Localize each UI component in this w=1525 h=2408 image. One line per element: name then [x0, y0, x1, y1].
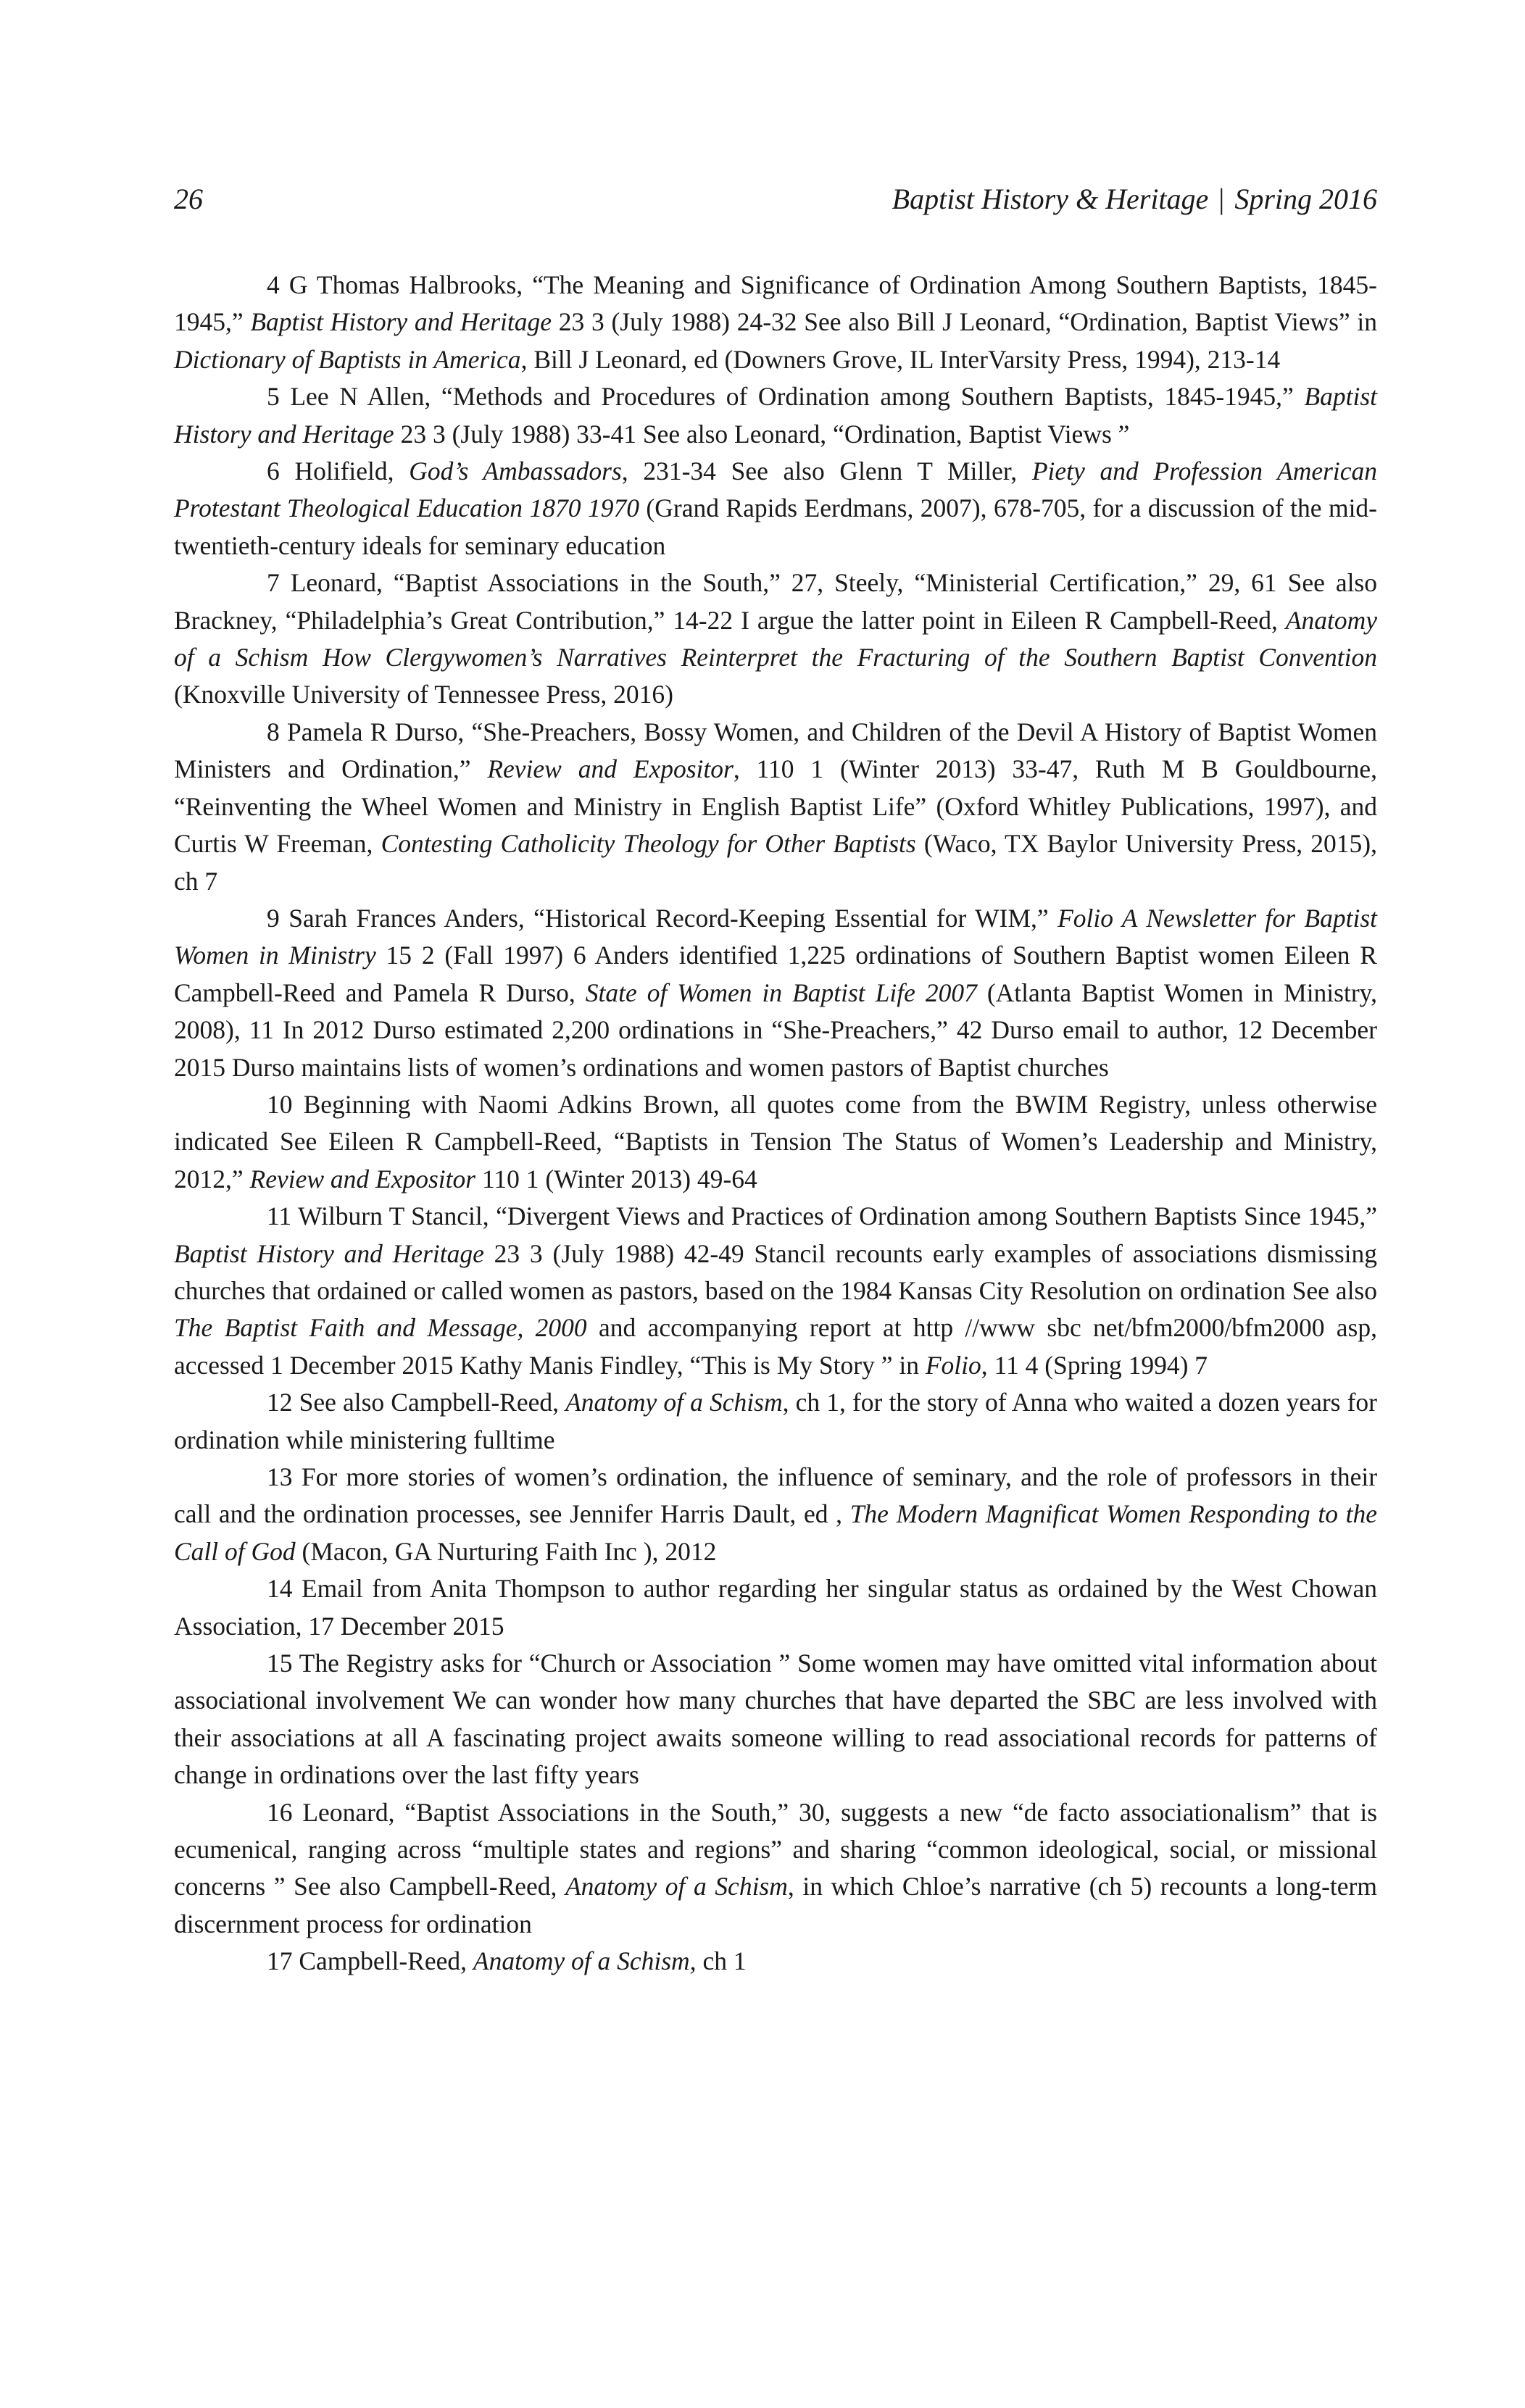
endnote-text: 23 3 (July 1988) 33-41 See also Leonard, “Ordination, Baptist Views ”	[394, 419, 1130, 449]
endnote-number: 11	[267, 1201, 292, 1231]
endnote-text: See also Campbell-Reed,	[299, 1388, 566, 1417]
endnote-text: (Grand Rapids Eerdmans, 2007), 678-705, for a discussion of the mid-twentieth-century ideals for seminary education	[174, 493, 1378, 560]
endnote-title: Anatomy of a Schism How Clergywomen’s Narratives Reinterpret the Fracturing of the Southern Baptist Convention	[174, 605, 1377, 672]
endnote-number: 14	[267, 1574, 293, 1604]
endnote-11	[174, 1198, 1377, 1384]
endnote-8	[174, 714, 1377, 900]
endnote-text: 110 1 (Winter 2013) 49-64	[475, 1164, 757, 1193]
endnote-text: and accompanying report at http //www sbc net/bfm2000/bfm2000 asp, accessed 1 December 2015 Kathy Manis Findley, “This is My Story ” in	[174, 1313, 1377, 1380]
issue-label: Spring 2016	[1234, 183, 1377, 215]
page-header	[174, 178, 1377, 221]
endnote-title: Review and Expositor	[487, 754, 734, 784]
endnote-text: Pamela R Durso, “She-Preachers, Bossy Women, and Children of the Devil A History of Baptist Women Ministers and Ordination,”	[174, 717, 1378, 784]
endnote-title: Baptist History and Heritage	[174, 382, 1377, 449]
endnote-title: Contesting Catholicity Theology for Other Baptists	[381, 829, 916, 859]
endnote-number: 8	[267, 717, 280, 746]
endnote-text: , 110 1 (Winter 2013) 33-47, Ruth M B Gouldbourne, “Reinventing the Wheel Women and Ministry in English Baptist Life” (Oxford Whitley Publications, 1997), and Curtis W Freeman,	[174, 754, 1378, 859]
endnote-text: Sarah Frances Anders, “Historical Record-Keeping Essential for WIM,”	[288, 903, 1058, 933]
endnote-title: Baptist History and Heritage	[174, 1238, 484, 1268]
endnote-number: 12	[267, 1388, 293, 1417]
endnote-16	[174, 1794, 1377, 1944]
endnote-text: Wilburn T Stancil, “Divergent Views and Practices of Ordination among Southern Baptists Since 1945,”	[298, 1201, 1378, 1231]
endnote-number: 9	[267, 903, 280, 933]
endnote-title: Folio	[925, 1350, 981, 1380]
endnote-5	[174, 378, 1377, 453]
endnote-title: State of Women in Baptist Life 2007	[585, 978, 977, 1007]
endnote-number: 17	[267, 1946, 293, 1976]
endnote-number: 6	[267, 457, 280, 486]
endnote-text: Leonard, “Baptist Associations in the South,” 27, Steely, “Ministerial Certification,” 29, 61 See also Brackney, “Philadelphia’s Great Contribution,” 14-22 I argue the latter point in Eileen R Campbell-Reed,	[174, 568, 1377, 635]
endnote-15	[174, 1645, 1377, 1794]
endnote-number: 16	[267, 1797, 293, 1827]
endnote-text: 15 2 (Fall 1997) 6 Anders identified 1,225 ordinations of Southern Baptist women Eileen R Campbell-Reed and Pamela R Durso,	[174, 941, 1377, 1007]
endnote-text: The Registry asks for “Church or Association ” Some women may have omitted vital information about associational involvement We can wonder how many churches that have departed the SBC are less involved with their associations at all A fascinating project awaits someone willing to read associational records for patterns of change in ordinations over the last fifty years	[174, 1649, 1377, 1790]
endnote-number: 13	[267, 1462, 293, 1491]
endnote-text: , Bill J Leonard, ed (Downers Grove, IL InterVarsity Press, 1994), 213-14	[520, 344, 1281, 374]
endnote-text: (Knoxville University of Tennessee Press, 2016)	[174, 680, 673, 709]
endnote-title: Dictionary of Baptists in America	[174, 344, 521, 374]
endnote-text: Campbell-Reed,	[299, 1946, 473, 1976]
header-separator: |	[1218, 183, 1225, 215]
endnote-text: Holifield,	[294, 457, 410, 486]
endnote-title: Piety and Profession American Protestant Theological Education 1870 1970	[174, 457, 1378, 523]
endnote-10	[174, 1086, 1377, 1198]
endnote-text: 23 3 (July 1988) 42-49 Stancil recounts early examples of associations dismissing churches that ordained or called women as pastors, based on the 1984 Kansas City Resolution on ordination See also	[174, 1238, 1377, 1305]
endnote-9	[174, 900, 1377, 1086]
endnote-13	[174, 1459, 1377, 1570]
endnote-12	[174, 1384, 1377, 1459]
endnote-number: 5	[267, 382, 280, 412]
endnote-17	[174, 1943, 1377, 1980]
endnote-title: Review and Expositor	[249, 1164, 476, 1193]
endnote-text: , ch 1, for the story of Anna who waited a dozen years for ordination while ministering fulltime	[174, 1388, 1377, 1454]
endnote-text: , 231-34 See also Glenn T Miller,	[621, 457, 1032, 486]
page-number: 26	[174, 183, 203, 215]
endnote-title: Anatomy of a Schism	[565, 1872, 788, 1901]
endnote-text: Beginning with Naomi Adkins Brown, all quotes come from the BWIM Registry, unless otherwise indicated See Eileen R Campbell-Reed, “Baptists in Tension The Status of Women’s Leadership and Ministry, 2012,”	[174, 1089, 1378, 1193]
endnote-text: For more stories of women’s ordination, the influence of seminary, and the role of professors in their call and the ordination processes, see Jennifer Harris Dault, ed ,	[174, 1462, 1378, 1529]
endnote-text: , 11 4 (Spring 1994) 7	[981, 1350, 1208, 1380]
endnote-6	[174, 453, 1377, 564]
endnote-text: 23 3 (July 1988) 24-32 See also Bill J Leonard, “Ordination, Baptist Views” in	[552, 307, 1377, 337]
endnote-text: (Waco, TX Baylor University Press, 2015), ch 7	[174, 829, 1377, 896]
endnote-number: 4	[267, 270, 280, 299]
endnote-7	[174, 564, 1377, 714]
endnote-number: 15	[267, 1649, 293, 1678]
endnote-title: Baptist History and Heritage	[250, 307, 552, 337]
endnote-4	[174, 267, 1377, 378]
endnote-text: (Atlanta Baptist Women in Ministry, 2008), 11 In 2012 Durso estimated 2,200 ordinations in “She-Preachers,” 42 Durso email to author, 12 December 2015 Durso maintains lists of women’s ordinations and women pastors of Baptist churches	[174, 978, 1377, 1082]
endnote-title: Anatomy of a Schism,	[473, 1946, 697, 1976]
journal-title: Baptist History & Heritage	[892, 183, 1209, 215]
endnote-title: The Modern Magnificat Women Responding to the Call of God	[174, 1499, 1378, 1566]
endnote-title: God’s Ambassadors	[409, 457, 622, 486]
endnote-text: (Macon, GA Nurturing Faith Inc ), 2012	[295, 1536, 717, 1566]
endnote-title: Anatomy of a Schism	[565, 1388, 783, 1417]
endnote-text: , in which Chloe’s narrative (ch 5) recounts a long-term discernment process for ordination	[174, 1872, 1377, 1938]
endnotes-list	[174, 267, 1377, 1980]
endnote-text: ch 1	[696, 1946, 747, 1976]
endnote-text: Email from Anita Thompson to author regarding her singular status as ordained by the West Chowan Association, 17 December 2015	[174, 1574, 1378, 1641]
endnote-title: Folio A Newsletter for Baptist Women in Ministry	[174, 903, 1378, 970]
endnote-text: G Thomas Halbrooks, “The Meaning and Significance of Ordination Among Southern Baptists, 1845-1945,”	[174, 270, 1378, 337]
endnote-title: The Baptist Faith and Message, 2000	[174, 1313, 587, 1343]
endnote-number: 7	[267, 568, 280, 598]
endnote-text: Leonard, “Baptist Associations in the South,” 30, suggests a new “de facto associationalism” that is ecumenical, ranging across “multiple states and regions” and sharing “common ideological, social, or missional concerns ” See also Campbell-Reed,	[174, 1797, 1378, 1901]
endnote-14	[174, 1570, 1377, 1645]
endnote-text: Lee N Allen, “Methods and Procedures of Ordination among Southern Baptists, 1845-1945,”	[290, 382, 1305, 412]
running-head	[892, 178, 1377, 221]
endnote-number: 10	[267, 1089, 293, 1119]
